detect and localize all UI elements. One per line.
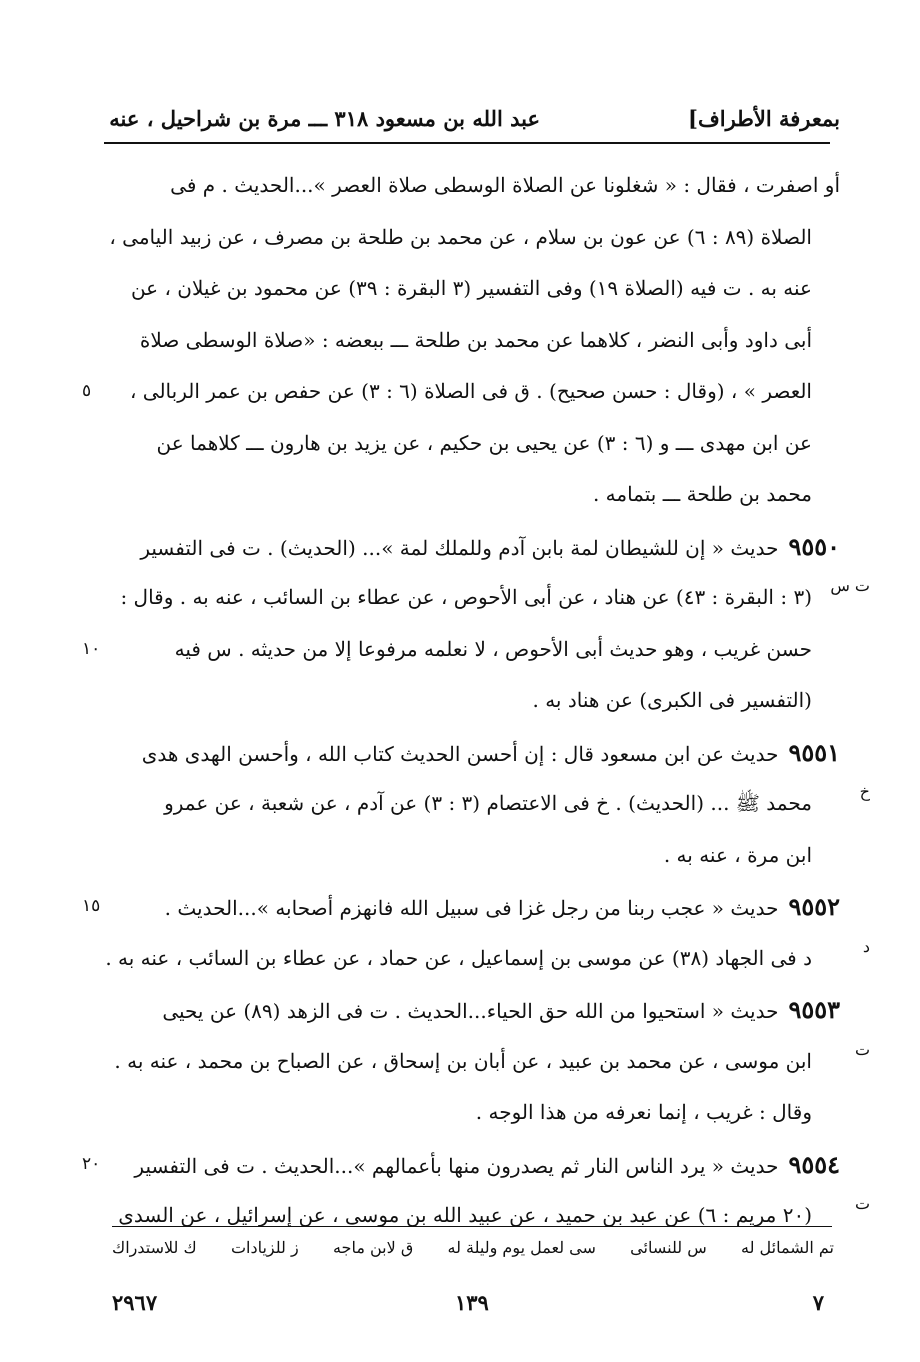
header-book-title: بمعرفة الأطراف] <box>688 106 840 131</box>
line-text <box>593 469 812 521</box>
text-line <box>100 1036 870 1088</box>
text-line <box>100 469 840 521</box>
line-text <box>118 1190 812 1242</box>
line-text <box>105 933 812 985</box>
line-text <box>532 675 812 727</box>
line-text <box>162 984 840 1038</box>
margin-siglum: ت <box>854 1194 870 1213</box>
page-number-right: ٧ <box>812 1290 824 1315</box>
line-number-marker: ١٥ <box>82 896 101 916</box>
line-content: ابن موسى ، عن محمد بن عبيد ، عن أبان بن إسحاق ، عن الصباح بن محمد ، عنه به . <box>114 1048 812 1073</box>
hadith-number: ٩٥٥٤ <box>788 1149 840 1179</box>
line-content: (التفسير فى الكبرى) عن هناد به . <box>532 688 812 712</box>
line-text <box>131 263 812 315</box>
line-content: حديث « عجب ربنا من رجل غزا فى سبيل الله فانهزم أصحابه »...الحديث . <box>164 896 779 920</box>
text-line <box>82 366 840 418</box>
line-text <box>142 727 840 781</box>
line-number-marker: ٢٠ <box>82 1153 101 1174</box>
text-line <box>100 675 840 727</box>
line-content: محمد ﷺ ... (الحديث) . خ فى الاعتصام (٣ : ٣) عن آدم ، عن شعبة ، عن عمرو <box>164 791 812 815</box>
siglum-entry: سى لعمل يوم وليلة له <box>447 1238 596 1257</box>
text-line <box>100 933 870 985</box>
text-line <box>100 315 840 367</box>
line-content: وقال : غريب ، إنما نعرفه من هذا الوجه . <box>475 1100 812 1124</box>
text-line <box>100 727 840 779</box>
line-text <box>140 521 840 575</box>
line-content: عن ابن مهدى ـــ و (٦ : ٣) عن يحيى بن حكيم ، عن يزيد بن هارون ـــ كلاهما عن <box>156 430 812 455</box>
text-line <box>100 1087 840 1139</box>
line-content: أبى داود وأبى النضر ، كلاهما عن محمد بن طلحة ـــ ببعضه : «صلاة الوسطى صلاة <box>139 327 812 352</box>
line-content: ابن مرة ، عنه به . <box>663 842 812 867</box>
line-content: العصر » ، (وقال : حسن صحيح) . ق فى الصلاة (٦ : ٣) عن حفص بن عمر الربالى ، <box>129 379 812 403</box>
line-text <box>165 881 840 935</box>
text-line <box>100 212 840 264</box>
text-line <box>100 830 840 882</box>
margin-siglum: خ <box>859 782 870 801</box>
siglum-entry: س للنسائى <box>630 1238 707 1257</box>
text-line <box>100 572 870 624</box>
line-content: حديث « يرد الناس النار ثم يصدرون منها بأعمالهم »...الحديث . ت فى التفسير <box>134 1153 779 1178</box>
margin-siglum: ت س <box>830 576 870 595</box>
page-number-center: ١٣٩ <box>455 1290 489 1315</box>
line-content: حديث « استحيوا من الله حق الحياء...الحديث . ت فى الزهد (٨٩) عن يحيى <box>162 999 779 1023</box>
text-line <box>82 624 840 676</box>
line-text <box>664 830 812 882</box>
siglum-entry: تم الشمائل له <box>740 1238 834 1257</box>
text-line <box>100 418 840 470</box>
line-content: الصلاة (٨٩ : ٦) عن عون بن سلام ، عن محمد بن طلحة بن مصرف ، عن زبيد اليامى ، <box>109 224 812 249</box>
text-line <box>100 1190 870 1242</box>
sigla-legend <box>112 1238 834 1257</box>
running-header <box>100 100 840 140</box>
text-line <box>100 984 840 1036</box>
line-content: حديث عن ابن مسعود قال : إن أحسن الحديث كتاب الله ، وأحسن الهدى هدى <box>141 741 779 766</box>
line-content: حسن غريب ، وهو حديث أبى الأحوص ، لا نعلمه مرفوعا إلا من حديثه . س فيه <box>174 636 812 661</box>
siglum-entry: ك للاستدراك <box>112 1238 197 1257</box>
hadith-number: ٩٥٥٢ <box>788 892 840 921</box>
text-line <box>82 1139 840 1191</box>
line-number-marker: ١٠ <box>82 638 101 659</box>
siglum-entry: ق لابن ماجه <box>332 1238 414 1257</box>
text-line <box>100 263 840 315</box>
hadith-number: ٩٥٥١ <box>788 737 840 767</box>
text-line <box>82 881 840 933</box>
line-content: (٢٠ مريم : ٦) عن عبد بن حميد ، عن عبيد الله بن موسى ، عن إسرائيل ، عن السدى <box>118 1203 812 1227</box>
line-text <box>134 1139 840 1193</box>
line-text <box>140 315 812 367</box>
footer-rule <box>112 1226 832 1227</box>
hadith-number: ٩٥٥٣ <box>788 995 840 1024</box>
line-text <box>120 572 812 624</box>
line-content: د فى الجهاد (٣٨) عن موسى بن إسماعيل ، عن حماد ، عن عطاء بن السائب ، عنه به . <box>105 945 812 970</box>
line-text <box>130 366 812 418</box>
text-line <box>100 778 870 830</box>
hadith-number: ٩٥٥٠ <box>788 531 840 561</box>
page-number-left: ٢٩٦٧ <box>112 1290 158 1315</box>
margin-siglum: ت <box>854 1039 870 1059</box>
text-line <box>100 160 840 212</box>
line-text <box>114 1036 812 1088</box>
siglum-entry: ز للزيادات <box>230 1238 299 1257</box>
line-content: أو اصفرت ، فقال : « شغلونا عن الصلاة الوسطى صلاة العصر »...الحديث . م فى <box>170 173 840 197</box>
line-text <box>175 624 812 676</box>
line-text <box>170 160 840 212</box>
line-text <box>164 778 812 830</box>
main-text <box>82 160 870 1242</box>
line-text <box>109 212 812 264</box>
line-content: حديث « إن للشيطان لمة بابن آدم وللملك لمة »... (الحديث) . ت فى التفسير <box>140 535 779 560</box>
line-text <box>476 1087 812 1139</box>
line-text <box>157 418 812 470</box>
header-section-title: عبد الله بن مسعود ٣١٨ ـــ مرة بن شراحيل ، عنه <box>109 106 540 131</box>
line-content: (٣ : البقرة : ٤٣) عن هناد ، عن أبى الأحوص ، عن عطاء بن السائب ، عنه به . وقال : <box>120 585 812 609</box>
line-content: محمد بن طلحة ـــ بتمامه . <box>592 482 812 506</box>
header-rule <box>104 142 830 144</box>
line-content: عنه به . ت فيه (الصلاة ١٩) وفى التفسير (٣ البقرة : ٣٩) عن محمود بن غيلان ، عن <box>130 276 812 300</box>
line-number-marker: ٥ <box>82 381 92 401</box>
margin-siglum: د <box>862 936 870 956</box>
text-line <box>100 521 840 573</box>
